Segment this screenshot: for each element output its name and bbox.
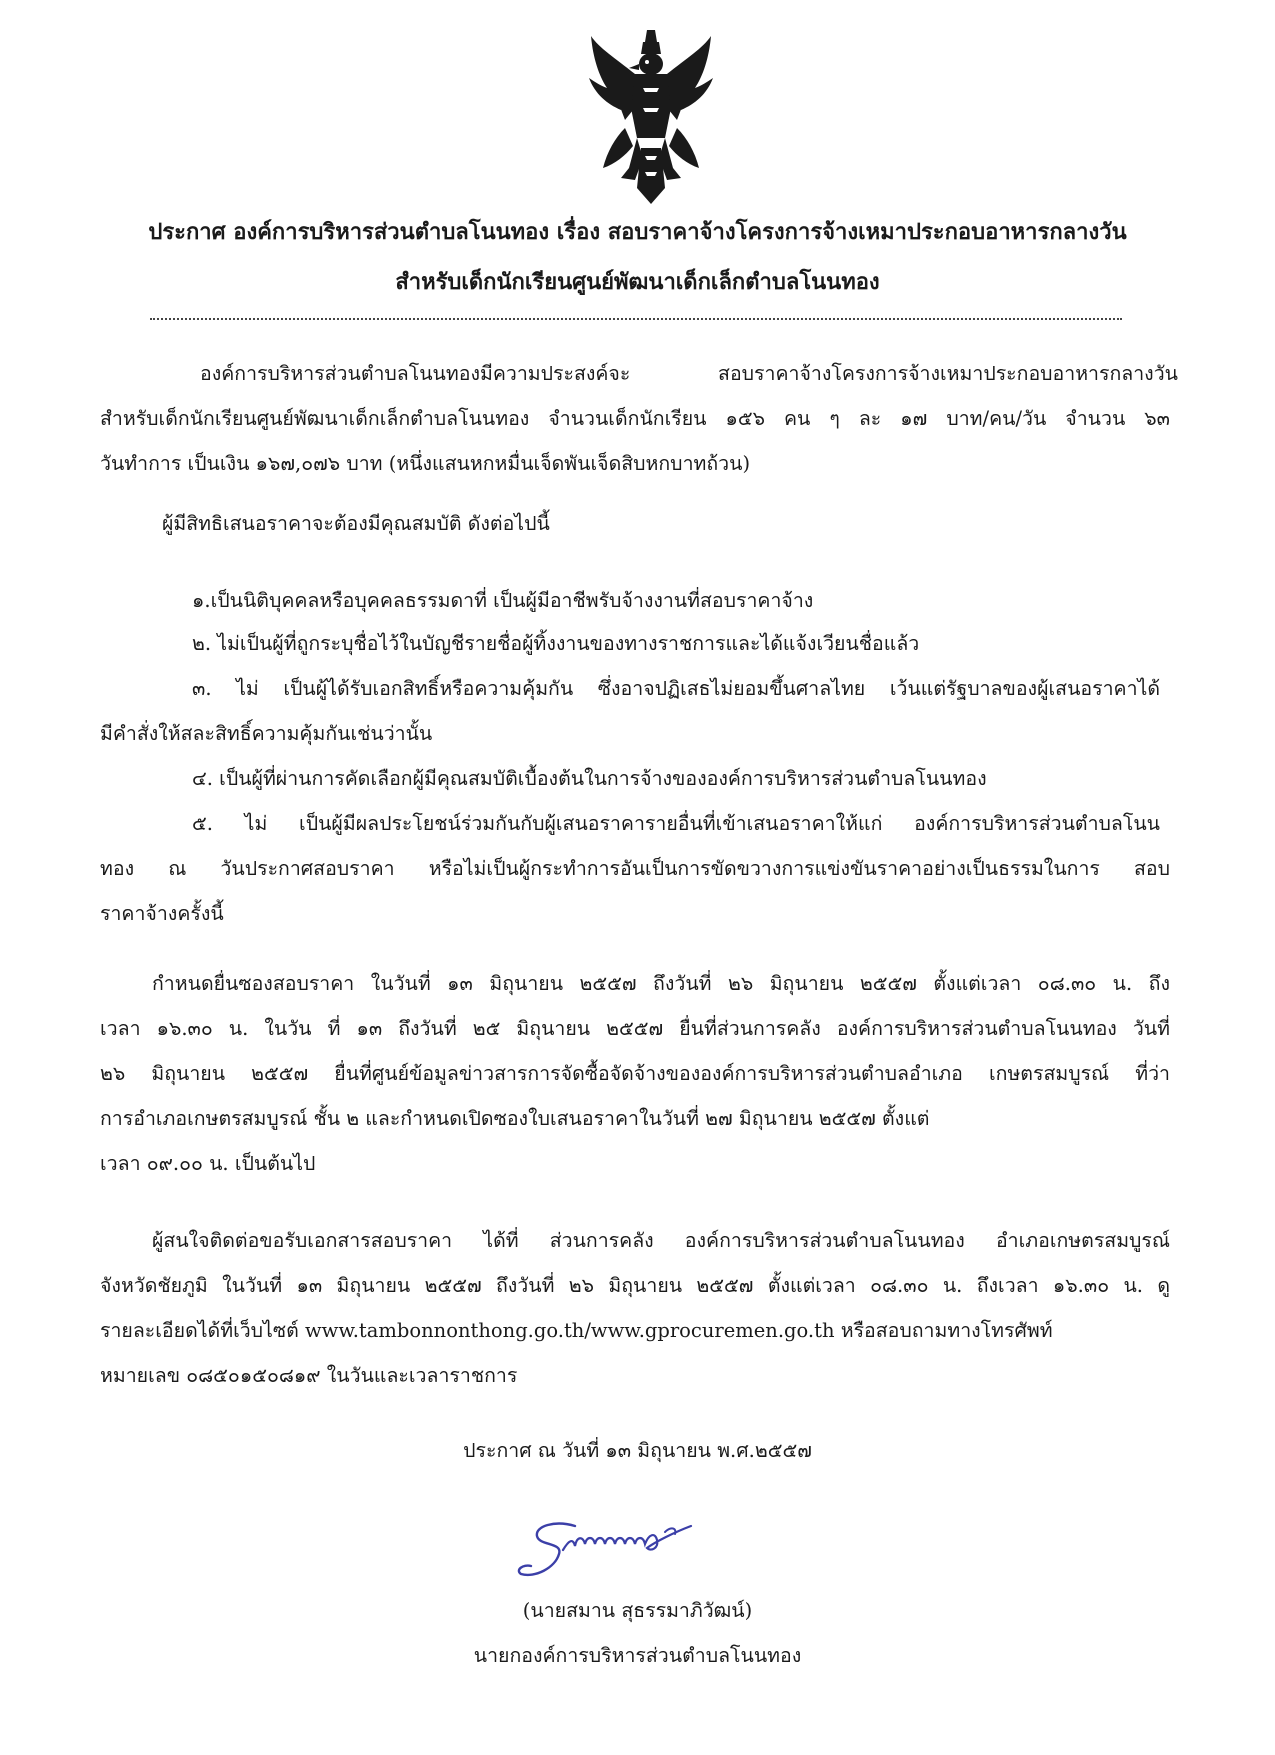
intro-line-2: สำหรับเด็กนักเรียนศูนย์พัฒนาเด็กเล็กตำบลโนนทอง จำนวนเด็กนักเรียน ๑๕๖ คน ๆ ละ ๑๗ บาท/คน/วัน จำนวน ๖๓ <box>100 407 1170 430</box>
handwritten-signature <box>515 1512 725 1594</box>
dotted-divider <box>150 318 1122 320</box>
qualification-item-5-cont-2: ราคาจ้างครั้งนี้ <box>100 902 224 925</box>
contact-line-3: รายละเอียดได้ที่เว็บไซต์ www.tambonnonthong.go.th/www.gprocuremen.go.th หรือสอบถามทางโทรศัพท์ <box>100 1319 1053 1342</box>
qualification-item-3-cont: มีคำสั่งให้สละสิทธิ์ความคุ้มกันเช่นว่านั้น <box>100 722 433 745</box>
signatory-name: (นายสมาน สุธรรมาภิวัฒน์) <box>522 1599 753 1622</box>
intro-line-3: วันทำการ เป็นเงิน ๑๖๗,๐๗๖ บาท (หนึ่งแสนหกหมื่นเจ็ดพันเจ็ดสิบหกบาทถ้วน) <box>100 452 751 475</box>
qualifications-heading: ผู้มีสิทธิเสนอราคาจะต้องมีคุณสมบัติ ดังต่อไปนี้ <box>162 512 550 535</box>
signatory-position: นายกองค์การบริหารส่วนตำบลโนนทอง <box>473 1644 802 1667</box>
garuda-emblem-icon <box>585 28 717 206</box>
doc-title-line-2: สำหรับเด็กนักเรียนศูนย์พัฒนาเด็กเล็กตำบลโนนทอง <box>395 269 880 295</box>
doc-title-line-1: ประกาศ องค์การบริหารส่วนตำบลโนนทอง เรื่อง สอบราคาจ้างโครงการจ้างเหมาประกอบอาหารกลางวัน <box>148 219 1127 245</box>
qualification-item-5: ๕. ไม่ เป็นผู้มีผลประโยชน์ร่วมกันกับผู้เสนอราคารายอื่นที่เข้าเสนอราคาให้แก่ องค์การบริหารส่วนตำบลโนน <box>192 812 1160 835</box>
schedule-line-4: การอำเภอเกษตรสมบูรณ์ ชั้น ๒ และกำหนดเปิดซองใบเสนอราคาในวันที่ ๒๗ มิถุนายน ๒๕๕๗ ตั้งแต่ <box>100 1107 930 1130</box>
schedule-line-5: เวลา ๐๙.๐๐ น. เป็นต้นไป <box>100 1152 316 1175</box>
qualification-item-2: ๒. ไม่เป็นผู้ที่ถูกระบุชื่อไว้ในบัญชีรายชื่อผู้ทิ้งงานของทางราชการและได้แจ้งเวียนชื่อแล้ว <box>192 632 920 655</box>
qualification-item-5-cont-1: ทอง ณ วันประกาศสอบราคา หรือไม่เป็นผู้กระทำการอันเป็นการขัดขวางการแข่งขันราคาอย่างเป็นธรรมในการ สอบ <box>100 857 1170 880</box>
qualification-item-1: ๑.เป็นนิติบุคคลหรือบุคคลธรรมดาที่ เป็นผู้มีอาชีพรับจ้างงานที่สอบราคาจ้าง <box>192 589 814 612</box>
contact-line-2: จังหวัดชัยภูมิ ในวันที่ ๑๓ มิถุนายน ๒๕๕๗ ถึงวันที่ ๒๖ มิถุนายน ๒๕๕๗ ตั้งแต่เวลา ๐๘.๓๐ น. ถึงเวลา ๑๖.๓๐ น. ดู <box>100 1274 1170 1297</box>
schedule-line-1: กำหนดยื่นซองสอบราคา ในวันที่ ๑๓ มิถุนายน ๒๕๕๗ ถึงวันที่ ๒๖ มิถุนายน ๒๕๕๗ ตั้งแต่เวลา ๐๘.๓๐ น. ถึง <box>152 972 1170 995</box>
announce-date: ประกาศ ณ วันที่ ๑๓ มิถุนายน พ.ศ.๒๕๕๗ <box>463 1439 812 1462</box>
intro-line-1: องค์การบริหารส่วนตำบลโนนทองมีความประสงค์จะ สอบราคาจ้างโครงการจ้างเหมาประกอบอาหารกลางวัน <box>200 362 1178 385</box>
qualification-item-4: ๔. เป็นผู้ที่ผ่านการคัดเลือกผู้มีคุณสมบัติเบื้องต้นในการจ้างขององค์การบริหารส่วนตำบลโนนทอง <box>192 767 987 790</box>
contact-line-1: ผู้สนใจติดต่อขอรับเอกสารสอบราคา ได้ที่ ส่วนการคลัง องค์การบริหารส่วนตำบลโนนทอง อำเภอเกษตรสมบูรณ์ <box>152 1229 1170 1252</box>
schedule-line-2: เวลา ๑๖.๓๐ น. ในวัน ที่ ๑๓ ถึงวันที่ ๒๕ มิถุนายน ๒๕๕๗ ยื่นที่ส่วนการคลัง องค์การบริหารส่วนตำบลโนนทอง วันที่ <box>100 1017 1170 1040</box>
schedule-line-3: ๒๖ มิถุนายน ๒๕๕๗ ยื่นที่ศูนย์ข้อมูลข่าวสารการจัดซื้อจัดจ้างขององค์การบริหารส่วนตำบลอำเภอ เกษตรสมบูรณ์ ที่ว่า <box>100 1062 1170 1085</box>
contact-line-4: หมายเลข ๐๘๕๐๑๕๐๘๑๙ ในวันและเวลาราชการ <box>100 1364 518 1387</box>
qualification-item-3: ๓. ไม่ เป็นผู้ได้รับเอกสิทธิ์หรือความคุ้มกัน ซึ่งอาจปฏิเสธไม่ยอมขึ้นศาลไทย เว้นแต่รัฐบาลของผู้เสนอราคาได้ <box>192 677 1160 700</box>
